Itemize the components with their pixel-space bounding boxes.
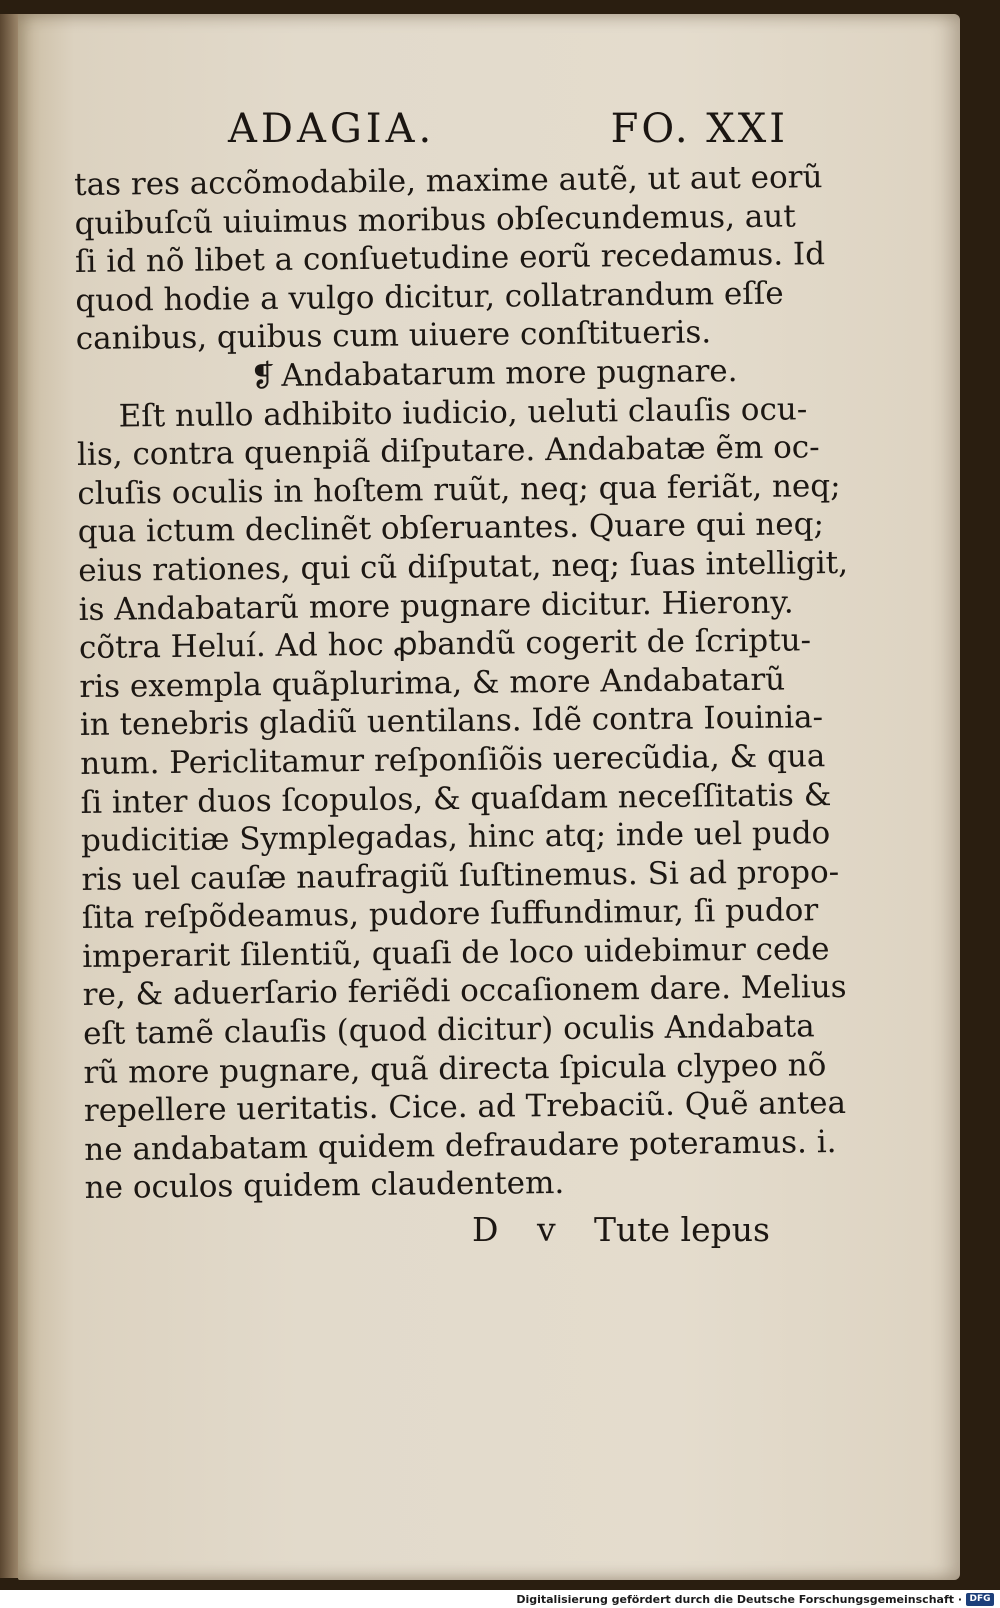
running-head: ADAGIA. [228, 106, 436, 152]
page-header [228, 106, 788, 162]
text-line: quibuſcũ uiuimus moribus obſecundemus, aut [74, 198, 796, 242]
text-line: imperarit ſilentiũ, quaſi de loco uidebimur cede [82, 931, 830, 975]
book-page [18, 14, 960, 1580]
text-line: lis, contra quenpiã diſputare. Andabatæ ẽm oc- [76, 429, 820, 474]
dfg-logo-icon: DFG [966, 1593, 994, 1606]
text-line: ris uel cauſæ naufragiũ ſuſtinemus. Si ad propo- [81, 853, 840, 898]
text-line: canibus, quibus cum uiuere conſtitueris. [75, 314, 712, 358]
text-line: Eſt nullo adhibito iudicio, ueluti clauſis ocu- [118, 390, 808, 435]
pilcrow-icon: ❡ [250, 358, 276, 395]
text-line: re, & aduerſario feriẽdi occaſionem dare. Melius [82, 969, 847, 1014]
text-line: rũ more pugnare, quã directa ſpicula clypeo nõ [83, 1046, 827, 1091]
text-line: quod hodie a vulgo dicitur, collatrandum eſſe [75, 275, 784, 319]
digitization-credit [516, 1593, 994, 1606]
text-line: ne oculos quidem claudentem. [84, 1165, 565, 1207]
text-block [74, 158, 849, 1208]
text-line: tas res accõmodabile, maxime autẽ, ut aut eorũ [74, 159, 823, 203]
catchword: Tute lepus [594, 1210, 770, 1249]
text-line: ne andabatam quidem defraudare poteramus. i. [84, 1123, 837, 1168]
text-line: num. Periclitamur reſponſiõis uerecũdia, & qua [80, 738, 826, 782]
credit-text: Digitalisierung gefördert durch die Deutsche Forschungsgemeinschaft · [516, 1593, 962, 1606]
adage-heading-text: Andabatarum more pugnare. [281, 353, 738, 394]
text-line: cluſis oculis in hoſtem ruũt, neq; qua feriãt, neq; [77, 467, 841, 512]
text-line: repellere ueritatis. Cice. ad Trebaciũ. Quẽ antea [83, 1085, 847, 1130]
text-line: ſi inter duos ſcopulos, & quaſdam neceſſitatis & [80, 776, 832, 821]
text-line: ris exempla quãplurima, & more Andabatarũ [79, 661, 786, 705]
text-line: cõtra Heluí. Ad hoc ꝓbandũ cogerit de ſcriptu- [78, 622, 812, 667]
text-line: pudicitiæ Symplegadas, hinc atq; inde uel pudo [80, 815, 831, 860]
text-line: qua ictum declinẽt obſeruantes. Quare qui neq; [77, 506, 825, 551]
text-line: eſt tamẽ clauſis (quod dicitur) oculis Andabata [82, 1008, 815, 1053]
text-line: in tenebris gladiũ uentilans. Idẽ contra Iouinia- [79, 699, 824, 744]
text-line: eius rationes, qui cũ diſputat, neq; ſuas intelligit, [78, 544, 849, 589]
text-line: ſita reſpõdeamus, pudore ſuffundimur, ſi pudor [81, 892, 819, 937]
text-line: ſi id nõ libet a conſuetudine eorũ recedamus. Id [74, 236, 826, 281]
text-line: is Andabatarũ more pugnare dicitur. Hierony. [78, 584, 794, 628]
folio-number: FO. XXI [610, 106, 788, 152]
signature-mark: D v [472, 1210, 570, 1249]
